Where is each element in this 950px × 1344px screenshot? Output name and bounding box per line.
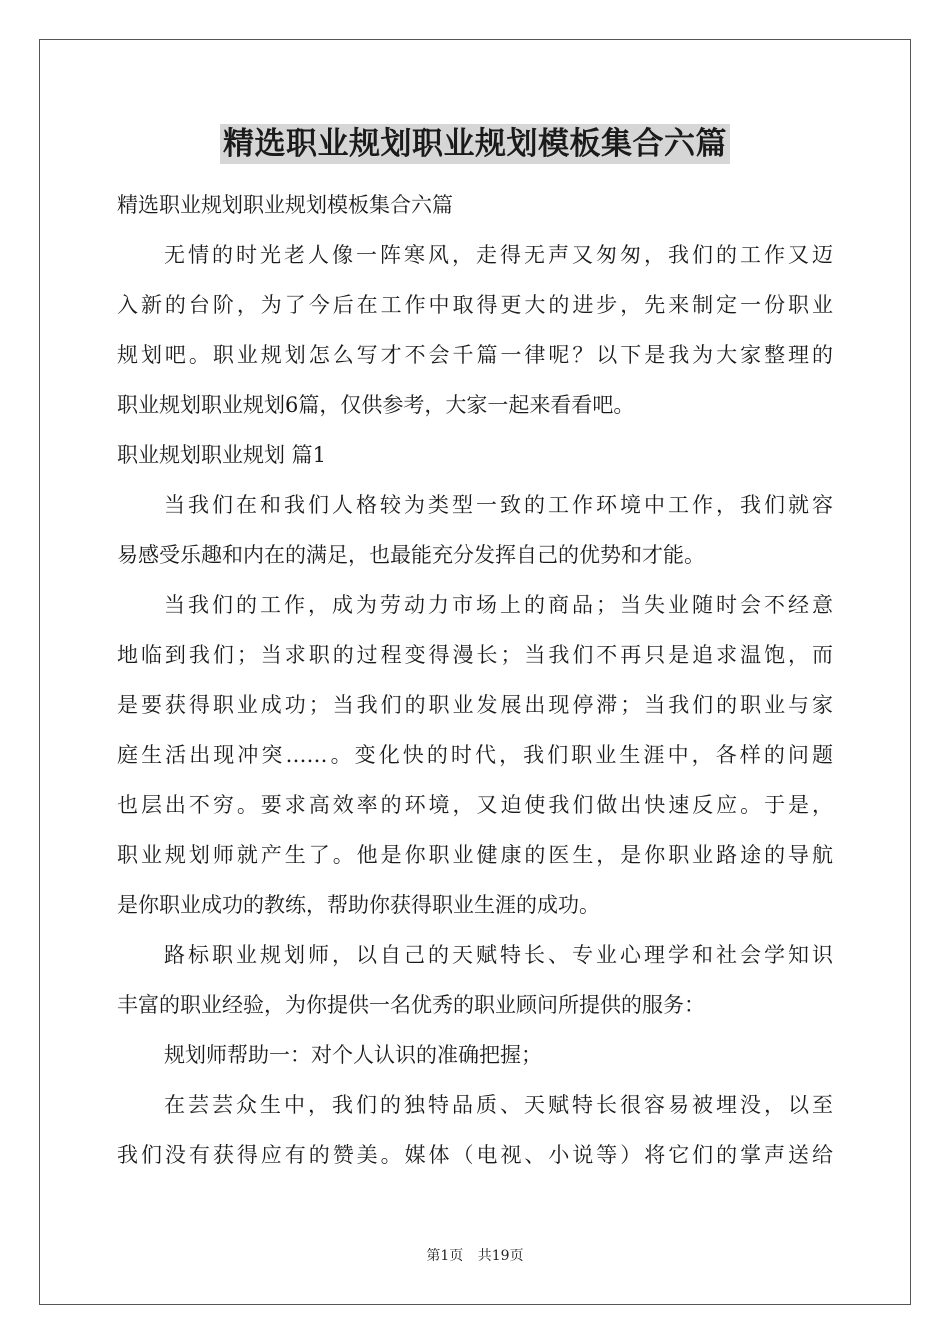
- text-line: 地临到我们；当求职的过程变得漫长；当我们不再只是追求温饱，而: [117, 643, 833, 667]
- text-line: 也层出不穷。要求高效率的环境，又迫使我们做出快速反应。于是，: [117, 793, 833, 817]
- text-line: 当我们在和我们人格较为类型一致的工作环境中工作，我们就容: [164, 493, 833, 517]
- text-line: 职业规划职业规划 篇1: [117, 443, 327, 467]
- text-line: 是你职业成功的教练，帮助你获得职业生涯的成功。: [117, 893, 600, 917]
- text-line: 精选职业规划职业规划模板集合六篇: [117, 193, 453, 217]
- text-line: 职业规划师就产生了。他是你职业健康的医生，是你职业路途的导航: [117, 843, 833, 867]
- text-line: 无情的时光老人像一阵寒风，走得无声又匆匆，我们的工作又迈: [164, 243, 833, 267]
- text-line: 庭生活出现冲突……。变化快的时代，我们职业生涯中，各样的问题: [117, 743, 833, 767]
- text-line: 当我们的工作，成为劳动力市场上的商品；当失业随时会不经意: [164, 593, 833, 617]
- text-line: 丰富的职业经验，为你提供一名优秀的职业顾问所提供的服务：: [117, 993, 705, 1017]
- text-line: 我们没有获得应有的赞美。媒体（电视、小说等）将它们的掌声送给: [117, 1143, 833, 1167]
- text-line: 规划师帮助一：对个人认识的准确把握；: [164, 1043, 542, 1067]
- title-container: [0, 124, 950, 164]
- page-total: 共19页: [477, 1248, 524, 1264]
- page-footer: [0, 1245, 950, 1265]
- document-title: 精选职业规划职业规划模板集合六篇: [220, 124, 730, 164]
- text-line: 是要获得职业成功；当我们的职业发展出现停滞；当我们的职业与家: [117, 693, 833, 717]
- text-line: 路标职业规划师，以自己的天赋特长、专业心理学和社会学知识: [164, 943, 833, 967]
- text-line: 职业规划职业规划6篇，仅供参考，大家一起来看看吧。: [117, 393, 635, 417]
- text-line: 易感受乐趣和内在的满足，也最能充分发挥自己的优势和才能。: [117, 543, 705, 567]
- text-line: 在芸芸众生中，我们的独特品质、天赋特长很容易被埋没，以至: [164, 1093, 833, 1117]
- text-line: 入新的台阶，为了今后在工作中取得更大的进步，先来制定一份职业: [117, 293, 833, 317]
- document-body: [117, 180, 833, 1180]
- page-number: 第1页: [426, 1248, 464, 1264]
- text-line: 规划吧。职业规划怎么写才不会千篇一律呢？以下是我为大家整理的: [117, 343, 833, 367]
